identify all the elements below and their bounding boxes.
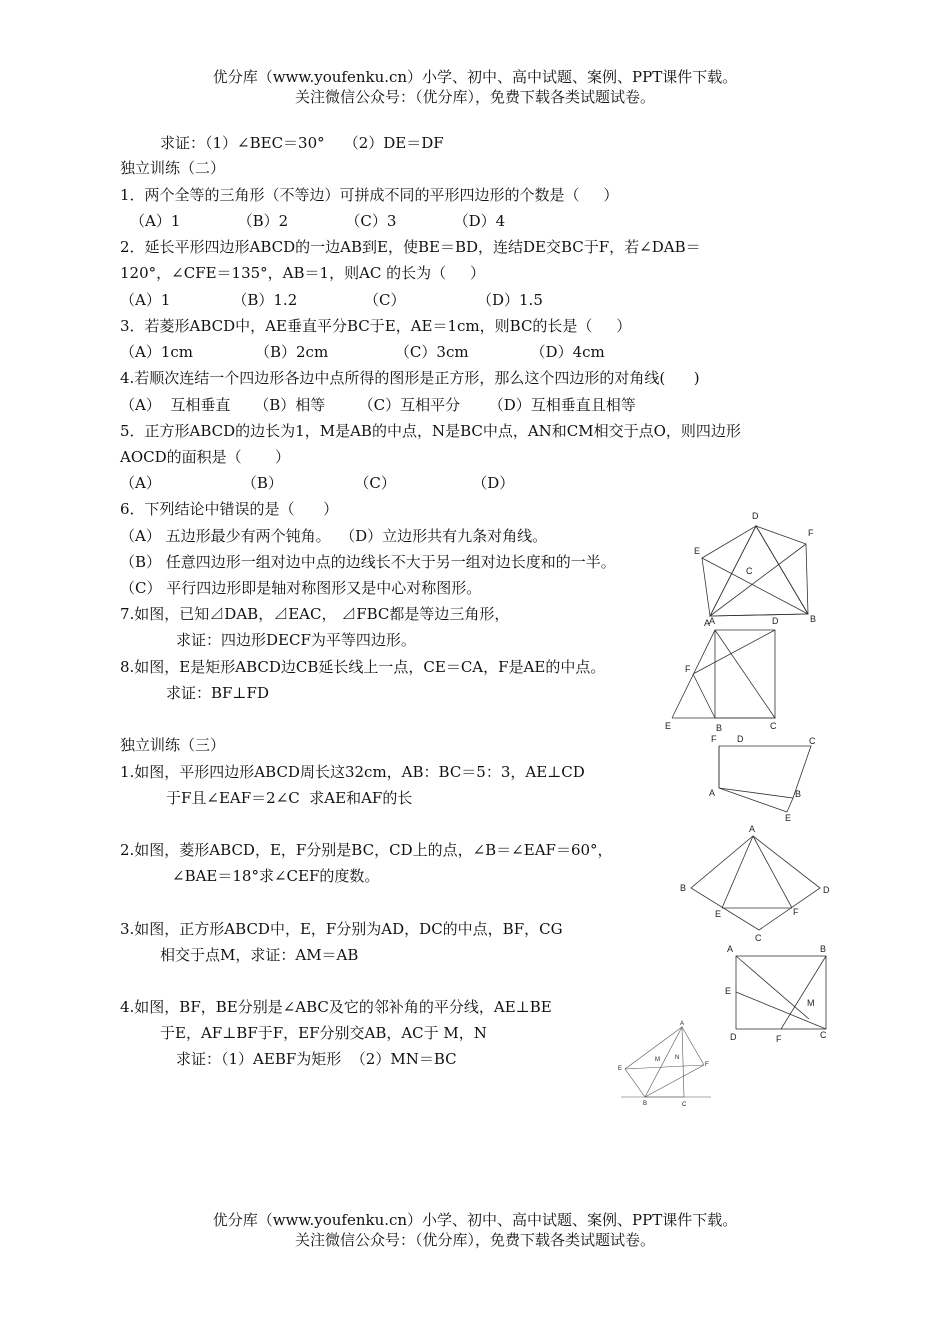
problem-4-line-c: 求证：（1）AEBF为矩形 （2）MN＝BC: [176, 1050, 457, 1068]
label-E: E: [715, 909, 722, 919]
label-E: E: [694, 546, 701, 556]
question-6-option-b: （B） 任意四边形一组对边中点的边线长不大于另一组对边长度和的一半。: [120, 553, 616, 571]
figure-p3: [720, 940, 832, 1046]
label-A: A: [709, 788, 716, 798]
problem-3-line-b: 相交于点M，求证：AM＝AB: [160, 946, 359, 964]
question-2-options: （A）1 （B）1.2 （C） （D）1.5: [120, 291, 543, 309]
label-C: C: [820, 1030, 827, 1040]
question-5-line-a: 5．正方形ABCD的边长为1，M是AB的中点，N是BC中点，AN和CM相交于点O，则四边形: [120, 422, 741, 440]
label-A: A: [704, 618, 711, 628]
footer-line-2: 关注微信公众号：（优分库），免费下载各类试题试卷。: [294, 1231, 655, 1249]
label-C: C: [809, 736, 816, 746]
label-E: E: [725, 986, 732, 996]
question-3: 3．若菱形ABCD中，AE垂直平分BC于E，AE＝1cm，则BC的长是（ ）: [120, 317, 632, 335]
question-8-line-b: 求证：BF⊥FD: [166, 684, 269, 702]
label-D: D: [752, 511, 759, 521]
question-6: 6．下列结论中错误的是（ ）: [120, 500, 339, 518]
label-F: F: [776, 1034, 782, 1044]
problem-2-line-b: ∠BAE＝18°求∠CEF的度数。: [172, 867, 380, 885]
question-5-line-b: AOCD的面积是（ ）: [120, 448, 291, 466]
label-F: F: [808, 528, 814, 538]
question-7-line-a: 7.如图，已知⊿DAB，⊿EAC， ⊿FBC都是等边三角形，: [120, 605, 510, 623]
header-line-1: 优分库（www.youfenku.cn）小学、初中、高中试题、案例、PPT课件下载。: [212, 68, 738, 86]
label-A: A: [680, 1021, 685, 1027]
label-M: M: [655, 1057, 660, 1063]
label-F: F: [711, 734, 717, 744]
figure-p2: [675, 822, 835, 947]
question-1: 1．两个全等的三角形（不等边）可拼成不同的平形四边形的个数是（ ）: [120, 186, 619, 204]
figure-q8: [660, 610, 785, 735]
proof-top: 求证：（1）∠BEC＝30° （2）DE＝DF: [160, 134, 444, 152]
question-3-options: （A）1cm （B）2cm （C）3cm （D）4cm: [120, 343, 605, 361]
label-A: A: [749, 824, 756, 834]
problem-1-line-a: 1.如图，平形四边形ABCD周长这32cm，AB：BC＝5：3，AE⊥CD: [120, 763, 585, 781]
question-6-option-a: （A） 五边形最少有两个钝角。 （D）立边形共有九条对角线。: [120, 527, 548, 545]
label-B: B: [716, 723, 723, 733]
label-C: C: [746, 566, 753, 576]
problem-3-line-a: 3.如图，正方形ABCD中，E，F分别为AD，DC的中点，BF，CG: [120, 920, 563, 938]
label-E: E: [785, 813, 792, 823]
question-2-line-a: 2．延长平形四边形ABCD的一边AB到E，使BE＝BD，连结DE交BC于F，若∠DAB＝: [120, 238, 701, 256]
problem-2-line-a: 2.如图，菱形ABCD，E，F分别是BC，CD上的点，∠B＝∠EAF＝60°，: [120, 841, 613, 859]
label-D: D: [730, 1032, 737, 1042]
label-M: M: [807, 998, 815, 1008]
question-6-option-c: （C） 平行四边形即是轴对称图形又是中心对称图形。: [120, 579, 482, 597]
question-2-line-b: 120°，∠CFE＝135°，AB＝1，则AC 的长为（ ）: [120, 264, 485, 282]
figure-p1: [705, 730, 825, 825]
label-D: D: [772, 616, 779, 626]
label-D: D: [823, 885, 830, 895]
section-3-title: 独立训练（三）: [120, 736, 226, 754]
label-B: B: [810, 614, 817, 624]
label-N: N: [675, 1055, 680, 1061]
footer-line-1: 优分库（www.youfenku.cn）小学、初中、高中试题、案例、PPT课件下载。: [212, 1211, 738, 1229]
label-A: A: [709, 616, 716, 626]
header-line-2: 关注微信公众号：（优分库），免费下载各类试题试卷。: [294, 88, 655, 106]
label-B: B: [820, 944, 827, 954]
label-E: E: [618, 1066, 623, 1072]
question-7-line-b: 求证：四边形DECF为平等四边形。: [176, 631, 416, 649]
label-A: A: [727, 944, 734, 954]
section-2-title: 独立训练（二）: [120, 159, 226, 177]
question-4-options: （A） 互相垂直 （B）相等 （C）互相平分 （D）互相垂直且相等: [120, 396, 636, 414]
label-F: F: [793, 907, 799, 917]
problem-4-line-a: 4.如图，BF，BE分别是∠ABC及它的邻补角的平分线，AE⊥BE: [120, 998, 552, 1016]
label-B: B: [795, 789, 802, 799]
label-F: F: [705, 1062, 709, 1068]
problem-4-line-b: 于E，AF⊥BF于F，EF分别交AB，AC于 M，N: [160, 1024, 487, 1042]
label-C: C: [755, 933, 762, 943]
question-8-line-a: 8.如图，E是矩形ABCD边CB延长线上一点，CE＝CA，F是AE的中点。: [120, 658, 606, 676]
question-1-options: （A）1 （B）2 （C）3 （D）4: [130, 212, 506, 230]
label-F: F: [685, 664, 691, 674]
problem-1-line-b: 于F且∠EAF＝2∠C 求AE和AF的长: [166, 789, 413, 807]
question-4: 4.若顺次连结一个四边形各边中点所得的图形是正方形，那么这个四边形的对角线( ): [120, 369, 700, 387]
label-C: C: [682, 1102, 687, 1108]
label-D: D: [737, 734, 744, 744]
question-5-options: （A） （B） （C） （D）: [120, 474, 515, 492]
label-E: E: [665, 721, 672, 731]
label-C: C: [770, 721, 777, 731]
label-B: B: [643, 1101, 648, 1107]
figure-p4: [615, 1015, 715, 1110]
label-B: B: [680, 883, 687, 893]
